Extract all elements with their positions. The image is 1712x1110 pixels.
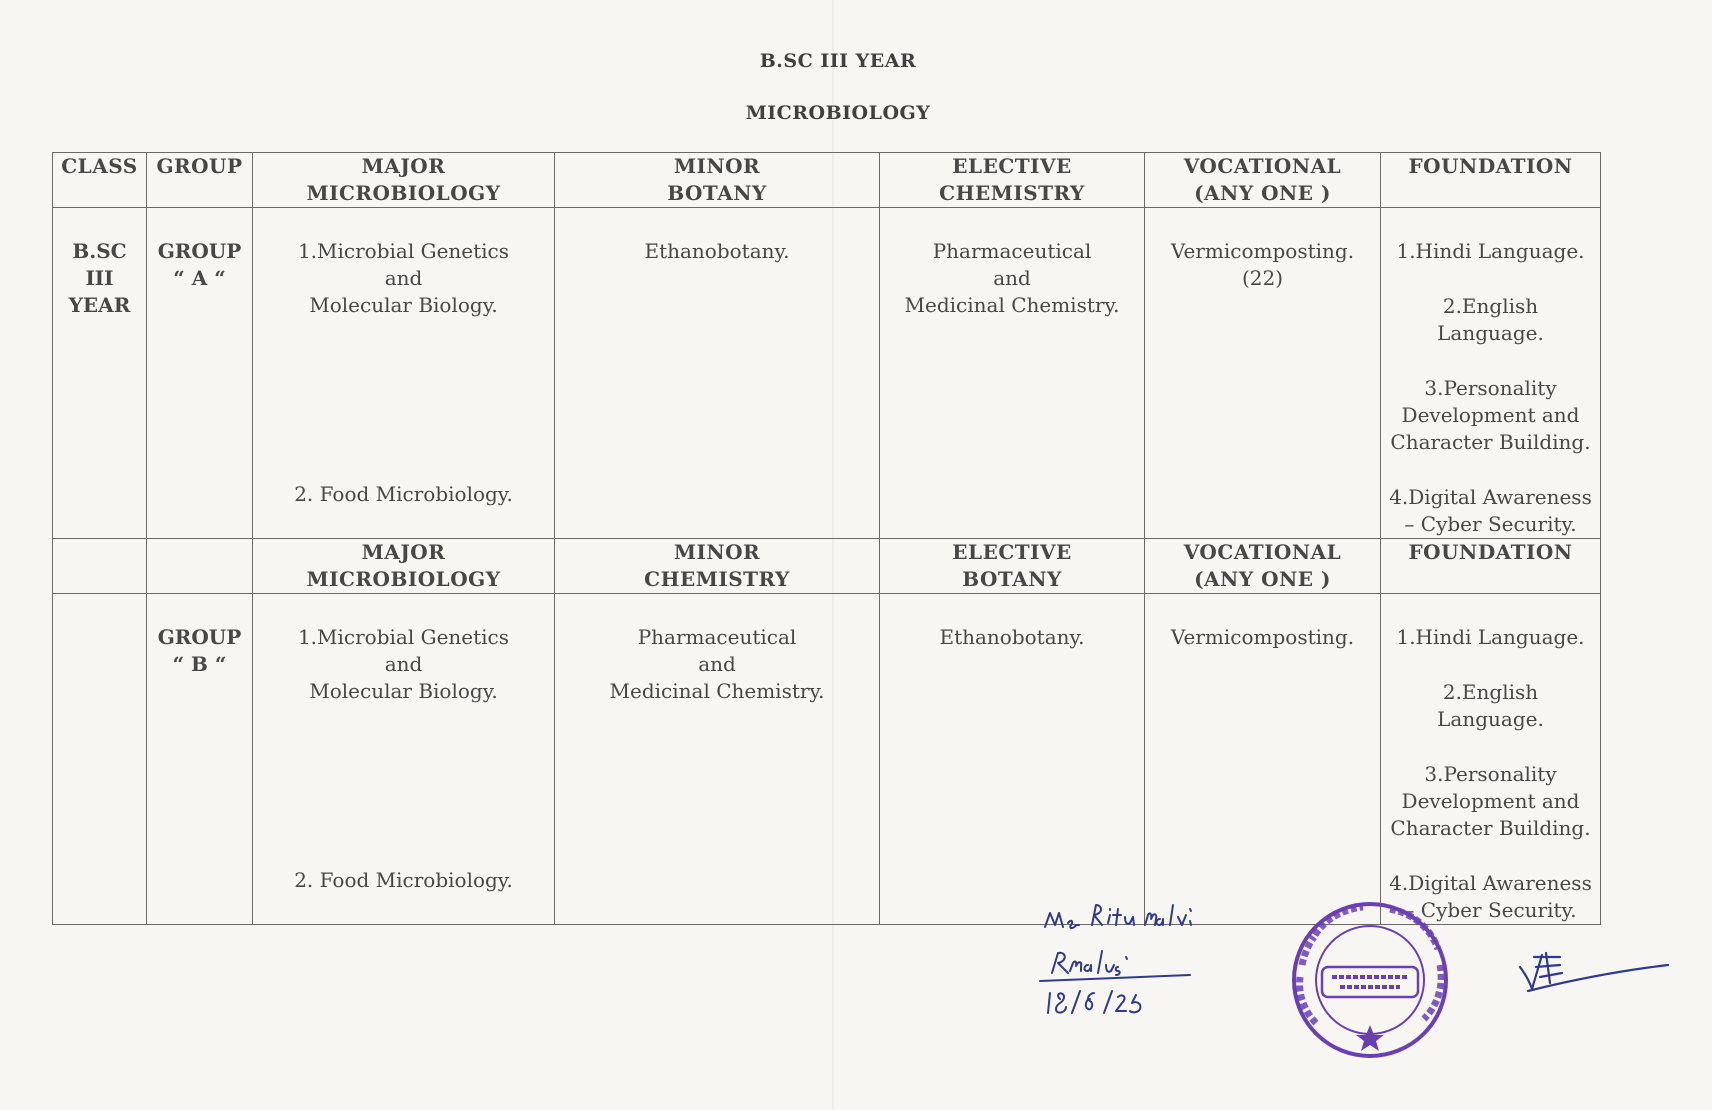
foundation-item-1: 1.Hindi Language. [1396, 625, 1585, 649]
major-cell-group-a [253, 208, 555, 539]
handwritten-initials-signature [1040, 951, 1190, 1013]
header-group: GROUP [147, 153, 253, 208]
foundation-item-3: 3.Personality Development and Character Building. [1390, 762, 1591, 840]
college-seal-stamp [1294, 904, 1446, 1056]
syllabus-table [52, 152, 1601, 925]
handwritten-name-signature [1045, 905, 1191, 928]
major-item-2: 2. Food Microbiology. [294, 868, 513, 892]
header-major: MAJOR MICROBIOLOGY [253, 153, 555, 208]
header-major-b: MAJOR MICROBIOLOGY [253, 539, 555, 594]
elective-cell-group-b: Ethanobotany. [880, 594, 1145, 925]
header-foundation-b: FOUNDATION [1381, 539, 1601, 594]
page-title: B.SC III YEAR [759, 50, 917, 72]
header-class: CLASS [53, 153, 147, 208]
foundation-item-3: 3.Personality Development and Character Building. [1390, 376, 1591, 454]
body-row-group-a [53, 208, 1601, 539]
major-item-1: 1.Microbial Genetics and Molecular Biology. [297, 625, 510, 703]
header-vocational-b: VOCATIONAL (ANY ONE ) [1145, 539, 1381, 594]
major-item-2: 2. Food Microbiology. [294, 482, 513, 506]
header-elective: ELECTIVE CHEMISTRY [880, 153, 1145, 208]
header-minor-b: MINOR CHEMISTRY [555, 539, 880, 594]
foundation-item-4: 4.Digital Awareness – Cyber Security. [1389, 871, 1592, 922]
class-cell: B.SC III YEAR [53, 208, 147, 539]
header-empty-group [147, 539, 253, 594]
signature-area [1030, 895, 1670, 1095]
header-minor: MINOR BOTANY [555, 153, 880, 208]
foundation-item-2: 2.English Language. [1437, 680, 1544, 731]
header-elective-b: ELECTIVE BOTANY [880, 539, 1145, 594]
group-a-cell: GROUP “ A “ [147, 208, 253, 539]
vocational-cell-group-a: Vermicomposting. (22) [1145, 208, 1381, 539]
major-cell-group-b [253, 594, 555, 925]
signatures-drawing [1030, 895, 1670, 1095]
body-row-group-b [53, 594, 1601, 925]
header-empty-class [53, 539, 147, 594]
foundation-cell-group-b [1381, 594, 1601, 925]
principal-signature [1520, 953, 1668, 991]
foundation-item-1: 1.Hindi Language. [1396, 239, 1585, 263]
elective-cell-group-a: Pharmaceutical and Medicinal Chemistry. [880, 208, 1145, 539]
vocational-cell-group-b: Vermicomposting. [1145, 594, 1381, 925]
header-vocational: VOCATIONAL (ANY ONE ) [1145, 153, 1381, 208]
header-row-group-b [53, 539, 1601, 594]
group-b-cell: GROUP “ B “ [147, 594, 253, 925]
minor-cell-group-b: Pharmaceutical and Medicinal Chemistry. [555, 594, 880, 925]
minor-cell-group-a: Ethanobotany. [555, 208, 880, 539]
foundation-cell-group-a [1381, 208, 1601, 539]
major-item-1: 1.Microbial Genetics and Molecular Biology. [297, 239, 510, 317]
header-row-group-a [53, 153, 1601, 208]
class-cell-empty [53, 594, 147, 925]
foundation-item-4: 4.Digital Awareness – Cyber Security. [1389, 485, 1592, 536]
header-foundation: FOUNDATION [1381, 153, 1601, 208]
page-subtitle: MICROBIOLOGY [745, 102, 931, 124]
foundation-item-2: 2.English Language. [1437, 294, 1544, 345]
